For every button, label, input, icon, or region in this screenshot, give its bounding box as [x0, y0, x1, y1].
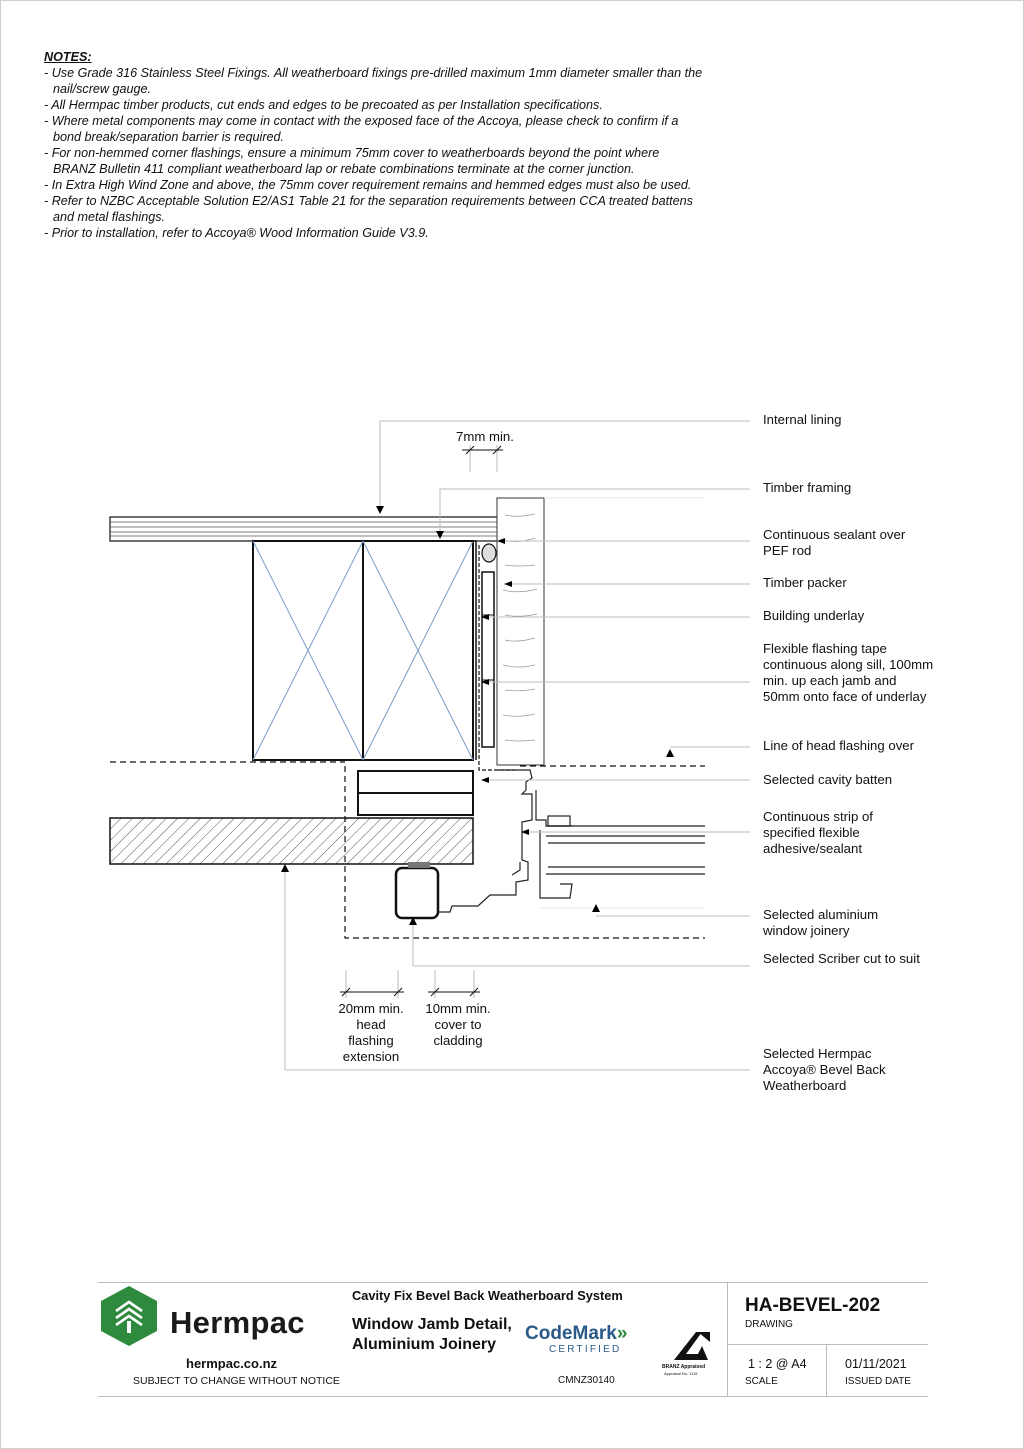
disclaimer: SUBJECT TO CHANGE WITHOUT NOTICE	[133, 1375, 340, 1387]
branz-appraisal-number: Appraisal No. 1115	[664, 1371, 698, 1376]
codemark-certified: CERTIFIED	[549, 1344, 622, 1355]
title-block-bottom-rule	[98, 1396, 928, 1397]
label-adhesive-strip: Continuous strip of specified flexible adhesive/sealant	[763, 809, 873, 856]
scale-value: 1 : 2 @ A4	[748, 1357, 807, 1371]
title-block-cell-rule	[826, 1344, 827, 1396]
codemark-number: CMNZ30140	[558, 1375, 615, 1386]
weatherboard	[110, 818, 473, 864]
note-item: - Prior to installation, refer to Accoya® Wood Information Guide V3.9.	[44, 226, 429, 240]
timber-packer	[482, 572, 494, 747]
hermpac-logo-icon	[98, 1285, 160, 1352]
label-cavity-batten: Selected cavity batten	[763, 772, 893, 787]
dimension-cover: 10mm min. cover to cladding	[425, 1001, 491, 1048]
cavity-batten	[358, 771, 473, 815]
note-item: - For non-hemmed corner flashings, ensure a minimum 75mm cover to weatherboards beyond the point where BRANZ Bulletin 411 compliant weatherboard lap or rebate combinations terminate at the corner junction.	[44, 146, 660, 176]
brand-name: Hermpac	[170, 1305, 305, 1340]
label-internal-lining: Internal lining	[763, 412, 842, 427]
drawing-code-label: DRAWING	[745, 1319, 793, 1330]
label-weatherboard: Selected Hermpac Accoya® Bevel Back Weatherboard	[763, 1046, 886, 1093]
label-scriber: Selected Scriber cut to suit	[763, 951, 920, 966]
codemark-chevron-icon: »	[616, 1323, 628, 1344]
branz-appraised-icon	[672, 1328, 712, 1362]
drawing-code: HA-BEVEL-202	[745, 1295, 881, 1316]
issued-date-value: 01/11/2021	[845, 1357, 907, 1371]
title-block-top-rule	[98, 1282, 928, 1283]
issued-date-label: ISSUED DATE	[845, 1376, 911, 1387]
note-item: - Where metal components may come in contact with the exposed face of the Accoya, please check to confirm if a bond break/separation barrier is required.	[44, 114, 679, 144]
label-head-flashing: Line of head flashing over	[763, 738, 915, 753]
system-name: Cavity Fix Bevel Back Weatherboard System	[352, 1288, 623, 1303]
title-block-divider	[727, 1282, 728, 1397]
window-frame-reveal	[497, 498, 705, 765]
codemark-logo	[525, 1323, 627, 1345]
pef-rod	[482, 544, 496, 562]
note-item: - Use Grade 316 Stainless Steel Fixings. All weatherboard fixings pre-drilled maximum 1mm diameter smaller than the nail/screw gauge.	[44, 66, 703, 96]
internal-lining	[110, 517, 513, 541]
scale-label: SCALE	[745, 1376, 778, 1387]
title-block-row-rule	[727, 1344, 928, 1345]
label-flashing-tape: Flexible flashing tape continuous along sill, 100mm min. up each jamb and 50mm onto face of underlay	[763, 641, 934, 704]
timber-framing	[253, 541, 473, 760]
note-item: - All Hermpac timber products, cut ends and edges to be precoated as per Installation specifications.	[44, 98, 603, 112]
note-item: - Refer to NZBC Acceptable Solution E2/AS1 Table 21 for the separation requirements between CCA treated battens and metal flashings.	[44, 194, 693, 224]
label-aluminium-joinery: Selected aluminium window joinery	[763, 907, 879, 938]
aluminium-joinery	[438, 770, 705, 912]
label-timber-packer: Timber packer	[763, 575, 847, 590]
note-item: - In Extra High Wind Zone and above, the 75mm cover requirement remains and hemmed edges must also be used.	[44, 178, 692, 192]
dimension-gap: 7mm min.	[456, 429, 514, 444]
drawing-title: Window Jamb Detail, Aluminium Joinery	[352, 1316, 512, 1353]
scriber-sealant	[408, 862, 430, 868]
scriber	[396, 868, 438, 918]
codemark-text: CodeMark	[525, 1323, 617, 1344]
dimension-head-extension: 20mm min. head flashing extension	[338, 1001, 404, 1064]
branz-appraised-text: BRANZ Appraised	[662, 1364, 706, 1370]
label-timber-framing: Timber framing	[763, 480, 852, 495]
notes-title: NOTES:	[44, 50, 92, 64]
website-link[interactable]: hermpac.co.nz	[186, 1356, 278, 1371]
label-sealant: Continuous sealant over PEF rod	[763, 527, 906, 558]
label-building-underlay: Building underlay	[763, 608, 865, 623]
